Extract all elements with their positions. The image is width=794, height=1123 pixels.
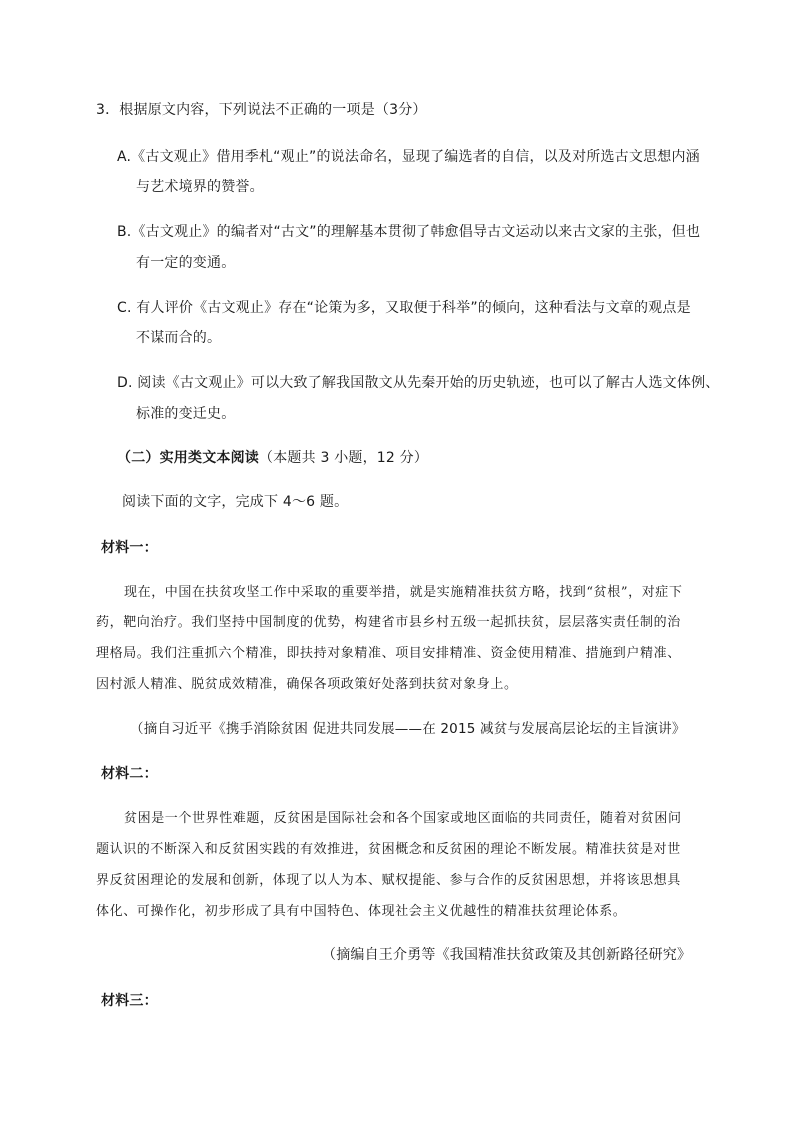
- option-d-line-2: 标准的变迁史。: [136, 406, 236, 422]
- material-2-line-2: 题认识的不断深入和反贫困实践的有效推进，贫困概念和反贫困的理论不断发展。精准扶贫是对世: [96, 842, 681, 857]
- option-c-line-2: 不谋而合的。: [136, 330, 222, 346]
- material-1-line-1: 现在，中国在扶贫攻坚工作中采取的重要举措，就是实施精准扶贫方略，找到“贫根”，对症下: [124, 585, 683, 600]
- material-2-label: 材料二：: [101, 766, 158, 782]
- section-2-note: （本题共 3 小题，12 分）: [259, 450, 429, 466]
- option-a-line-1: A.《古文观止》借用季札“观止”的说法命名，显现了编选者的自信，以及对所选古文思想内涵: [117, 149, 700, 165]
- material-3-label: 材料三：: [101, 993, 158, 1009]
- material-2-line-3: 界反贫困理论的发展和创新，体现了以人为本、赋权提能、参与合作的反贫困思想，并将该思想具: [96, 873, 681, 888]
- material-2-source: （摘编自王介勇等《我国精准扶贫政策及其创新路径研究》: [322, 947, 692, 963]
- material-1-line-4: 因村派人精准、脱贫成效精准，确保各项政策好处落到扶贫对象身上。: [96, 677, 518, 692]
- option-d-line-1: D. 阅读《古文观止》可以大致了解我国散文从先秦开始的历史轨迹，也可以了解古人选文体例、: [117, 375, 720, 391]
- option-b-line-1: B.《古文观止》的编者对“古文”的理解基本贯彻了韩愈倡导古文运动以来古文家的主张，但也: [117, 224, 701, 240]
- material-1-label: 材料一：: [101, 540, 158, 556]
- section-2-heading: [117, 448, 428, 468]
- material-1-source: （摘自习近平《携手消除贫困 促进共同发展——在 2015 减贫与发展高层论坛的主旨演讲》: [130, 721, 686, 737]
- material-1-line-2: 药，靶向治疗。我们坚持中国制度的优势，构建省市县乡村五级一起抓扶贫，层层落实责任制的治: [96, 615, 681, 630]
- option-c-line-1: C. 有人评价《古文观止》存在“论策为多，又取便于科举”的倾向，这种看法与文章的观点是: [117, 300, 691, 316]
- material-2-line-1: 贫困是一个世界性难题，反贫困是国际社会和各个国家或地区面临的共同责任，随着对贫困问: [124, 811, 682, 826]
- section-2-title: （二）实用类文本阅读: [117, 450, 259, 466]
- option-a-line-2: 与艺术境界的赞誉。: [136, 179, 264, 195]
- material-2-line-4: 体化、可操作化，初步形成了具有中国特色、体现社会主义优越性的精准扶贫理论体系。: [96, 904, 627, 919]
- option-b-line-2: 有一定的变通。: [136, 255, 236, 271]
- section-2-instruction: 阅读下面的文字，完成下 4～6 题。: [122, 494, 349, 510]
- question-3-stem: 3．根据原文内容，下列说法不正确的一项是（3分）: [96, 102, 427, 118]
- material-1-line-3: 理格局。我们注重抓六个精准，即扶持对象精准、项目安排精准、资金使用精准、措施到户精准、: [96, 646, 681, 661]
